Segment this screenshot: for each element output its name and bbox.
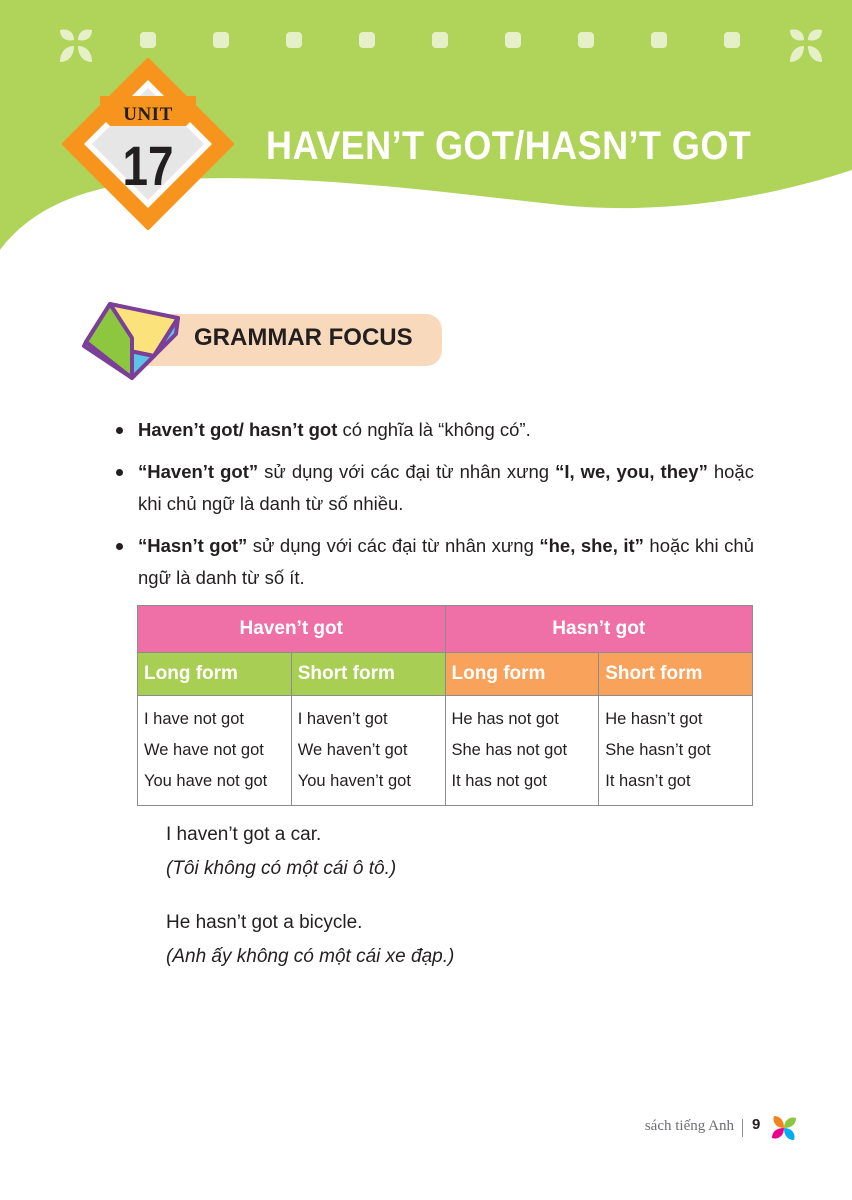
footer-divider [742, 1119, 743, 1137]
section-title: GRAMMAR FOCUS [194, 324, 413, 351]
page-title: HAVEN’T GOT/HASN’T GOT [266, 124, 752, 168]
grammar-table [137, 605, 753, 806]
petal-logo-icon [770, 1114, 798, 1142]
unit-number: 17 [122, 134, 174, 197]
column-header: Short form [291, 653, 445, 696]
examples [166, 818, 454, 974]
footer-text: sách tiếng Anh [644, 1118, 734, 1134]
table-group-header: Hasn’t got [445, 606, 753, 653]
bullet-list [110, 414, 754, 604]
example-sentence: I haven’t got a car. [166, 824, 322, 845]
table-cell: I have not got We have not got You have not got [138, 696, 292, 806]
unit-label: UNIT [123, 104, 173, 125]
example-translation: (Tôi không có một cái ô tô.) [166, 858, 397, 879]
table-cell: I haven’t got We haven’t got You haven’t got [291, 696, 445, 806]
list-item: Haven’t got/ hasn’t got có nghĩa là “không có”. [110, 414, 754, 446]
example-sentence: He hasn’t got a bicycle. [166, 912, 363, 933]
list-item: “Hasn’t got” sử dụng với các đại từ nhân xưng “he, she, it” hoặc khi chủ ngữ là danh từ số ít. [110, 530, 754, 594]
page-number: 9 [752, 1116, 761, 1133]
column-header: Long form [445, 653, 599, 696]
column-header: Long form [138, 653, 292, 696]
cube-icon [80, 298, 184, 382]
column-header: Short form [599, 653, 753, 696]
table-cell: He hasn’t got She hasn’t got It hasn’t got [599, 696, 753, 806]
list-item: “Haven’t got” sử dụng với các đại từ nhân xưng “I, we, you, they” hoặc khi chủ ngữ là danh từ số nhiều. [110, 456, 754, 520]
example-translation: (Anh ấy không có một cái xe đạp.) [166, 946, 455, 967]
table-cell: He has not got She has not got It has not got [445, 696, 599, 806]
table-group-header: Haven’t got [138, 606, 446, 653]
